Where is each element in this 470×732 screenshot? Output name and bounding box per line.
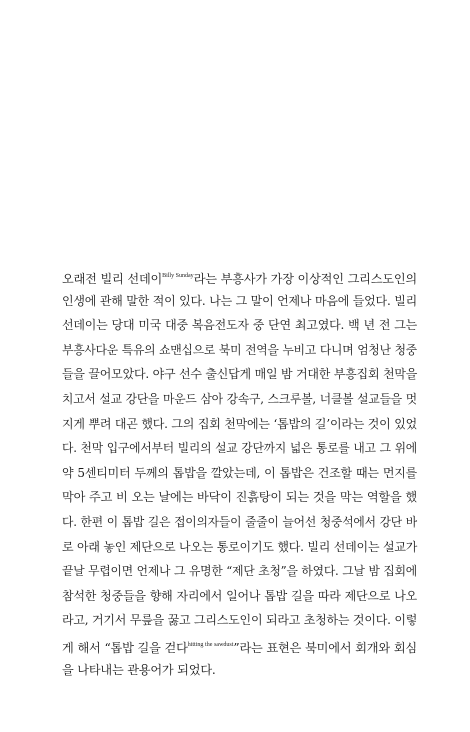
- text-line: 을 나타내는 관용어가 되었다.: [62, 662, 216, 677]
- text-line: 약 5센티미터 두께의 톱밥을 깔았는데, 이 톱밥은 건조할 때는 먼지를: [62, 465, 417, 480]
- text-line: 참석한 청중들을 향해 자리에서 일어나 톱밥 길을 따라 제단으로 나오: [62, 588, 417, 603]
- text-line: 부흥사다운 특유의 쇼맨십으로 북미 전역을 누비고 다니며 엄청난 청중: [62, 342, 417, 357]
- text-line: 선데이는 당대 미국 대중 복음전도자 중 단연 최고였다. 백 년 전 그는: [62, 318, 417, 333]
- text-line: 다. 한편 이 톱밥 길은 접이의자들이 줄줄이 늘어선 청중석에서 강단 바: [62, 514, 417, 529]
- text-line: 지게 뿌려 대곤 했다. 그의 집회 천막에는 ‘톱밥의 길’이라는 것이 있었: [62, 416, 417, 431]
- text-line: 로 아래 놓인 제단으로 나오는 통로이기도 했다. 빌리 선데이는 설교가: [62, 539, 418, 554]
- text-line: 끝날 무렵이면 언제나 그 유명한 “제단 초청”을 하였다. 그날 밤 집회에: [62, 564, 417, 579]
- text-segment: 라는 부흥사가 가장 이상적인 그리스도인의: [193, 272, 418, 286]
- text-line: 라고, 거기서 무릎을 꿇고 그리스도인이 되라고 초청하는 것이다. 이렇: [62, 613, 418, 628]
- english-gloss: Billy Sunday: [162, 273, 194, 279]
- text-segment: 오래전 빌리 선데이: [62, 272, 163, 286]
- text-segment: ”라는 표현은 북미에서 회개와 회심: [233, 640, 417, 655]
- text-segment: 게 해서 “톱밥 길을 걷다: [62, 640, 188, 655]
- text-line: [62, 264, 417, 289]
- english-gloss: hitting the sawdust: [187, 641, 234, 648]
- text-line: 치고서 설교 강단을 마운드 삼아 강속구, 스크루볼, 너클볼 설교들을 멋: [62, 391, 417, 406]
- text-line: 막아 주고 비 오는 날에는 바닥이 진흙탕이 되는 것을 막는 역할을 했: [62, 490, 417, 505]
- text-line: 들을 끌어모았다. 야구 선수 출신답게 매일 밤 거대한 부흥집회 천막을: [62, 367, 418, 382]
- text-line: 다. 천막 입구에서부터 빌리의 설교 강단까지 넓은 통로를 내고 그 위에: [62, 441, 417, 456]
- text-line: [62, 633, 417, 658]
- text-line: 인생에 관해 말한 적이 있다. 나는 그 말이 언제나 마음에 들었다. 빌리: [62, 293, 417, 308]
- body-paragraph: [62, 264, 417, 682]
